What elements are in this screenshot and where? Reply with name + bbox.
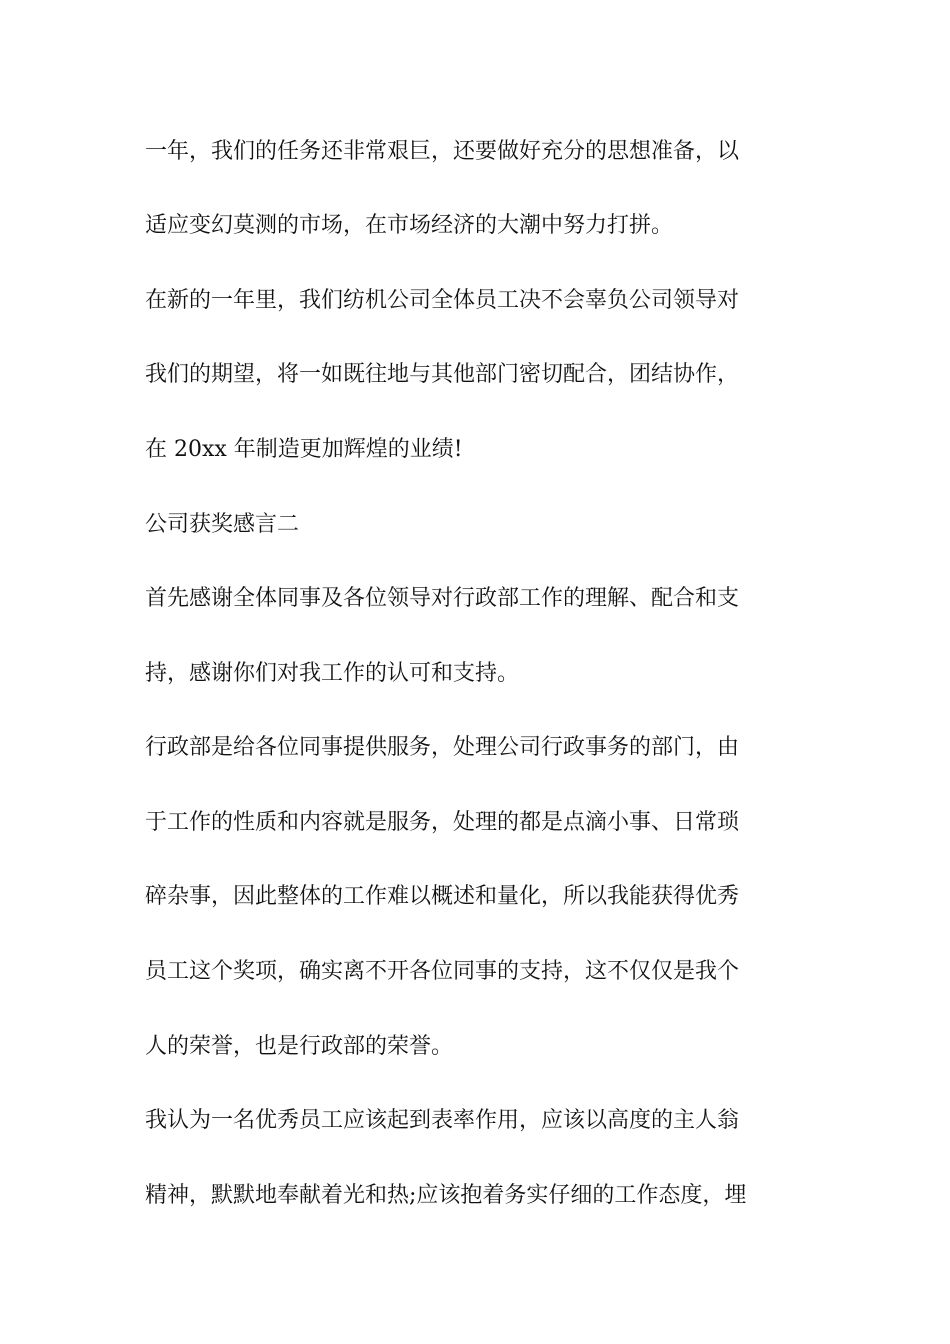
text-line: 精神，默默地奉献着光和热;应该抱着务实仔细的工作态度，埋 (145, 1183, 747, 1208)
text-line: 在新的一年里，我们纺机公司全体员工决不会辜负公司领导对 (145, 288, 740, 313)
text-line: 人的荣誉，也是行政部的荣誉。 (145, 1034, 454, 1059)
text-line: 行政部是给各位同事提供服务，处理公司行政事务的部门，由 (145, 735, 740, 760)
text-line: 首先感谢全体同事及各位领导对行政部工作的理解、配合和支 (145, 586, 740, 611)
text-line: 持，感谢你们对我工作的认可和支持。 (145, 661, 520, 686)
text-line: 适应变幻莫测的市场，在市场经济的大潮中努力打拼。 (145, 213, 674, 238)
section-heading: 公司获奖感言二 (145, 512, 300, 537)
text-line: 于工作的性质和内容就是服务，处理的都是点滴小事、日常琐 (145, 810, 740, 835)
text-line: 在 20xx 年制造更加辉煌的业绩! (145, 437, 463, 462)
text-line: 我们的期望，将一如既往地与其他部门密切配合，团结协作， (145, 362, 740, 387)
text-line: 员工这个奖项，确实离不开各位同事的支持，这不仅仅是我个 (145, 959, 740, 984)
text-line: 碎杂事，因此整体的工作难以概述和量化，所以我能获得优秀 (145, 884, 740, 909)
text-line: 一年，我们的任务还非常艰巨，还要做好充分的思想准备，以 (145, 139, 740, 164)
text-line: 我认为一名优秀员工应该起到表率作用，应该以高度的主人翁 (145, 1108, 740, 1133)
